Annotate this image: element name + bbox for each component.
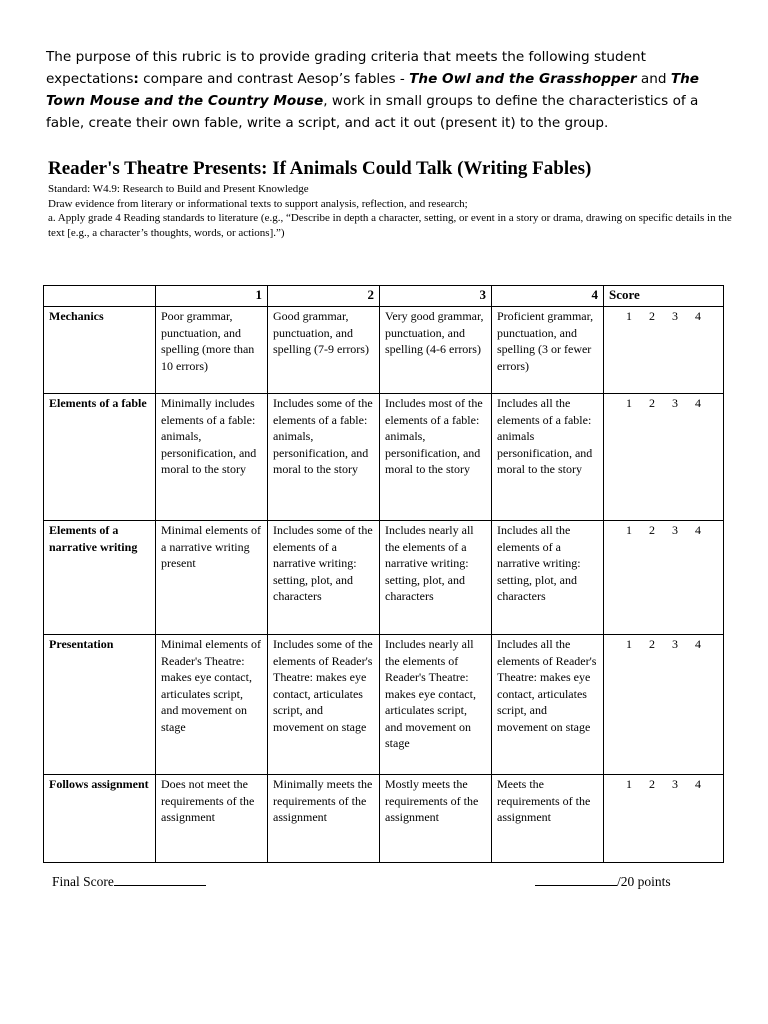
descriptor-cell: Includes most of the elements of a fable: animals, personification, and moral to the story [380,394,492,521]
final-score-blank [114,873,206,886]
standard-line: Standard: W4.9: Research to Build and Present Knowledge [48,183,309,195]
points-label: /20 points [617,874,671,889]
descriptor-cell: Poor grammar, punctuation, and spelling (more than 10 errors) [156,307,268,394]
criterion-cell: Elements of a fable [44,394,156,521]
fable-title-owl: The Owl and the Grasshopper [409,71,637,87]
descriptor-cell: Very good grammar, punctuation, and spelling (4-6 errors) [380,307,492,394]
descriptor-cell: Minimal elements of a narrative writing present [156,521,268,635]
header-cell: 3 [380,286,492,307]
descriptor-cell: Includes all the elements of Reader's Theatre: makes eye contact, articulates script, and movement on stage [492,635,604,775]
descriptor-cell: Includes all the elements of a narrative writing: setting, plot, and characters [492,521,604,635]
header-cell: 2 [268,286,380,307]
score-options: 1 2 3 4 [604,394,724,521]
descriptor-cell: Includes nearly all the elements of Reader's Theatre: makes eye contact, articulates script, and movement on stage [380,635,492,775]
criterion-cell: Follows assignment [44,775,156,863]
descriptor-cell: Good grammar, punctuation, and spelling (7-9 errors) [268,307,380,394]
table-row [44,775,724,863]
header-cell: 1 [156,286,268,307]
descriptor-cell: Mostly meets the requirements of the assignment [380,775,492,863]
standard-block [48,182,738,240]
descriptor-cell: Proficient grammar, punctuation, and spelling (3 or fewer errors) [492,307,604,394]
table-row [44,635,724,775]
intro-colon: : [133,71,139,87]
header-cell [44,286,156,307]
standard-line: a. Apply grade 4 Reading standards to literature (e.g., “Describe in depth a character, setting, or event in a story or drama, drawing on specific details in the text [e.g., a character’s thoughts, words, or actions].”) [48,212,732,239]
descriptor-cell: Minimally includes elements of a fable: animals, personification, and moral to the story [156,394,268,521]
descriptor-cell: Does not meet the requirements of the assignment [156,775,268,863]
header-row [44,286,724,307]
table-row [44,521,724,635]
criterion-cell: Elements of a narrative writing [44,521,156,635]
intro-text-3: , work in small groups to define the characteristics of a fable, create their own fable, write a script, and act it out (present it) to the group. [46,93,699,131]
score-options: 1 2 3 4 [604,521,724,635]
intro-paragraph [46,46,726,134]
score-options: 1 2 3 4 [604,635,724,775]
points-blank [535,873,617,886]
criterion-cell: Mechanics [44,307,156,394]
descriptor-cell: Meets the requirements of the assignment [492,775,604,863]
descriptor-cell: Includes all the elements of a fable: animals personification, and moral to the story [492,394,604,521]
header-cell: 4 [492,286,604,307]
fable-title-mouse: The Town Mouse and the Country Mouse [46,71,699,109]
points-line [535,873,671,890]
descriptor-cell: Includes nearly all the elements of a narrative writing: setting, plot, and characters [380,521,492,635]
table-row [44,307,724,394]
descriptor-cell: Includes some of the elements of a fable: animals, personification, and moral to the story [268,394,380,521]
descriptor-cell: Includes some of the elements of a narrative writing: setting, plot, and characters [268,521,380,635]
intro-text-1: The purpose of this rubric is to provide grading criteria that meets the following student expectations [46,49,646,87]
table-row [44,394,724,521]
standard-line: Draw evidence from literary or informational texts to support analysis, reflection, and research; [48,197,468,210]
descriptor-cell: Minimally meets the requirements of the assignment [268,775,380,863]
descriptor-cell: Minimal elements of Reader's Theatre: makes eye contact, articulates script, and movement on stage [156,635,268,775]
score-options: 1 2 3 4 [604,307,724,394]
page-title: Reader's Theatre Presents: If Animals Could Talk (Writing Fables) [48,158,592,179]
rubric-table [43,285,724,863]
header-cell-score: Score [604,286,724,307]
final-score-line [52,873,206,890]
intro-and: and [636,71,671,87]
final-score-label: Final Score [52,874,114,889]
criterion-cell: Presentation [44,635,156,775]
intro-text-2: compare and contrast Aesop’s fables - [138,71,410,87]
score-options: 1 2 3 4 [604,775,724,863]
descriptor-cell: Includes some of the elements of Reader's Theatre: makes eye contact, articulates script, and movement on stage [268,635,380,775]
